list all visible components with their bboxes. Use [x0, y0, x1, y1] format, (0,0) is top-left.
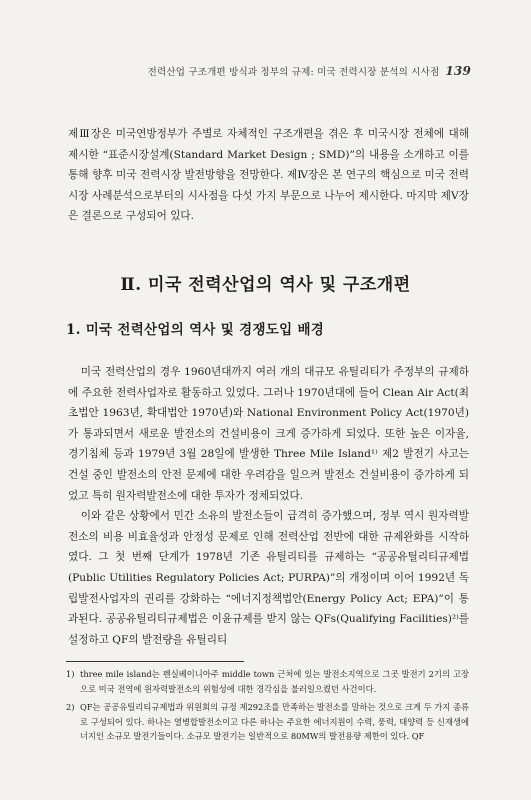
- intro-block: [68, 124, 469, 227]
- footnote-text: QF는 공공유틸리티규제법과 위원회의 규정 제292조를 만족하는 발전소를 말하는 것으로 크게 두 가지 종류로 구성되어 있다. 하나는 열병합발전소이고 다른 하나는 주요한 에너지원이 수력, 풍력, 태양력 등 신재생에너지인 소규모 발전기들이다. 소규모 발전기는 일반적으로 80MW의 발전용량 제한이 있다. QF: [80, 702, 469, 742]
- running-header: [60, 64, 471, 78]
- footnotes: [66, 667, 469, 744]
- footnote-text: three mile island는 펜실베이니아주 middle town 근처에 있는 발전소지역으로 그곳 발전기 2기의 고장으로 미국 전역에 원자력발전소의 위험성에 대한 경각심을 불러일으켰던 사건이다.: [80, 669, 469, 694]
- intro-paragraph: 제Ⅲ장은 미국연방정부가 주별로 자체적인 구조개편을 겪은 후 미국시장 전체에 대해 제시한 “표준시장설계(Standard Market Design ; SMD)”의 내용을 소개하고 이를 통해 향후 미국 전력시장 발전방향을 전망한다. 제Ⅳ장은 본 연구의 핵심으로 미국 전력시장 사례분석으로부터의 시사점을 다섯 가지 부문으로 나누어 제시한다. 마지막 제Ⅴ장은 결론으로 구성되어 있다.: [68, 128, 469, 223]
- page-number: 139: [445, 64, 471, 78]
- running-title: 전력산업 구조개편 방식과 정부의 규제: 미국 전력시장 분석의 시사점: [147, 67, 440, 78]
- footnote-number: 2): [66, 702, 75, 713]
- section-title: 1. 미국 전력산업의 역사 및 경쟁도입 배경: [66, 322, 325, 338]
- footnote-2: [66, 700, 469, 744]
- body-paragraph-2: 이와 같은 상황에서 민간 소유의 발전소들이 급격히 증가했으며, 정부 역시 원자력발전소의 비용 비효율성과 안정성 문제로 인해 전력산업 전반에 대한 규제완화를 시작하였다. 그 첫 번째 단계가 1978년 기존 유틸리티를 규제하는 “공공유틸리티규제법(Public Utilities Regulatory Policies Act; PURPA)”의 개정이며 이어 1992년 독립발전사업자의 권리를 강화하는 “에너지정책법안(Energy Policy Act; EPA)”이 통과된다. 공공유틸리티규제법은 이윤규제를 받지 않는 QFs(Qualifying Facilities)²⁾를 설정하고 QF의 발전량을 유틸리티: [68, 510, 469, 646]
- section-body: [68, 362, 469, 650]
- body-paragraph-1: 미국 전력산업의 경우 1960년대까지 여러 개의 대규모 유틸리티가 주정부의 규제하에 주요한 전력사업자로 활동하고 있었다. 그러나 1970년대에 들어 Clean Air Act(최초법안 1963년, 확대법안 1970년)와 National Environment Policy Act(1970년)가 통과되면서 새로운 발전소의 건설비용이 크게 증가하게 되었다. 또한 높은 이자율, 경기침체 등과 1979년 3월 28일에 발생한 Three Mile Island¹⁾ 제2 발전기 사고는 건설 중인 발전소의 안전 문제에 대한 우려감을 일으켜 발전소 건설비용이 증가하게 되었고 특히 원자력발전소에 대한 투자가 정체되었다.: [68, 366, 469, 502]
- chapter-title: Ⅱ. 미국 전력산업의 역사 및 구조개편: [120, 275, 411, 295]
- footnote-1: [66, 667, 469, 696]
- footnote-rule: [66, 661, 244, 662]
- footnote-number: 1): [66, 669, 75, 679]
